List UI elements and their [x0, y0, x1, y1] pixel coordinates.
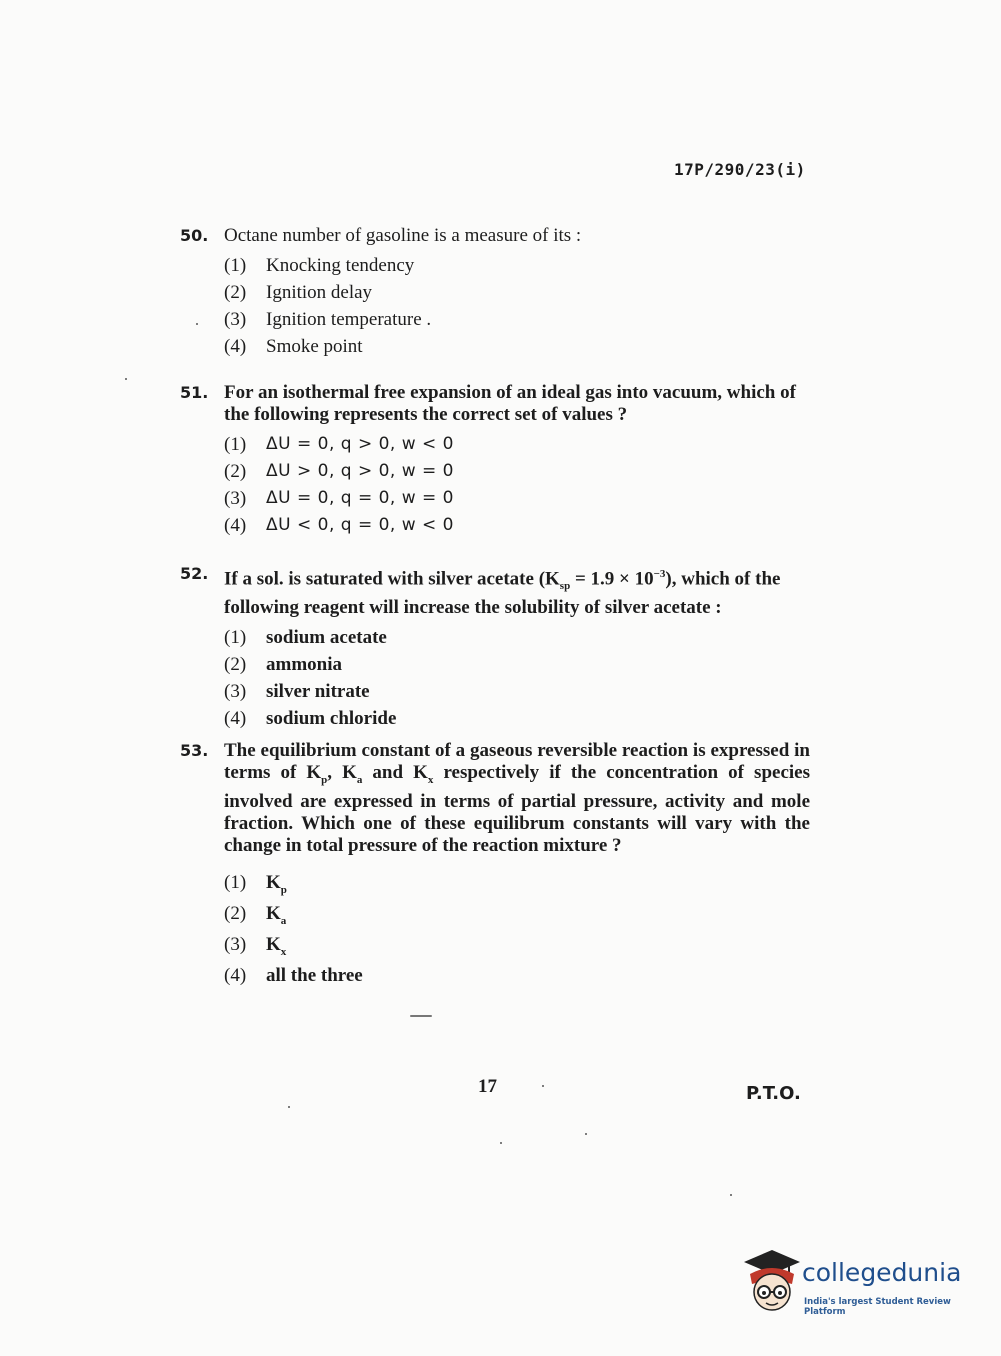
question-number: 51. [180, 383, 209, 402]
option: (3) ΔU = 0, q = 0, w = 0 [224, 488, 454, 509]
option: (3) $K_x$ [224, 933, 287, 958]
scan-speck [500, 1142, 502, 1144]
scan-speck [288, 1106, 290, 1108]
question-text: For an isothermal free expansion of an ideal gas into vacuum, which of the following represents the correct set of values ? [224, 382, 796, 425]
collegedunia-logo [742, 1248, 972, 1318]
scan-speck [196, 323, 198, 325]
brand-tagline: India's largest Student Review Platform [804, 1297, 951, 1317]
question-number: 50. [180, 226, 209, 245]
question-number: 53. [180, 741, 209, 760]
mascot-icon [742, 1248, 802, 1318]
brand-name: collegedunia [802, 1258, 962, 1287]
question-text: If a sol. is saturated with silver acetate $(K_{sp} = 1.9 \times 10^{-3})$, which of the following reagent will increase the solubility of silver acetate : [224, 568, 781, 619]
scan-speck [730, 1194, 732, 1196]
question-50 [180, 225, 810, 360]
option: (4) Smoke point [224, 336, 363, 357]
pto-label: P.T.O. [746, 1083, 801, 1104]
scan-speck [542, 1085, 544, 1087]
option: (4) sodium chloride [224, 708, 397, 730]
question-53 [180, 740, 810, 991]
option: (2) ΔU > 0, q > 0, w = 0 [224, 461, 454, 482]
scan-speck [125, 378, 127, 380]
scan-speck [585, 1133, 587, 1135]
option: (1) ΔU = 0, q > 0, w < 0 [224, 434, 454, 455]
option: (2) Ignition delay [224, 282, 373, 303]
option: (3) Ignition temperature . [224, 309, 432, 330]
option: (1) Knocking tendency [224, 255, 415, 276]
option: (1) $K_p$ [224, 871, 287, 896]
option: (2) ammonia [224, 654, 342, 676]
option: (4) ΔU < 0, q = 0, w < 0 [224, 515, 454, 536]
question-number: 52. [180, 564, 209, 583]
question-51 [180, 382, 810, 539]
option: (4) all the three [224, 964, 363, 986]
question-52 [180, 563, 810, 732]
option: (1) sodium acetate [224, 627, 387, 649]
scan-speck [410, 1015, 432, 1017]
page-number: 17 [478, 1076, 497, 1097]
question-text: Octane number of gasoline is a measure of its : [224, 225, 582, 246]
paper-code: 17P/290/23(i) [674, 160, 806, 179]
option: (3) silver nitrate [224, 681, 370, 703]
option: (2) $K_a$ [224, 902, 287, 927]
question-text: The equilibrium constant of a gaseous reversible reaction is expressed in terms of $K_p$, $K_a$ and $K_x$ respectively if the concentration of species involved are expressed in terms of partial pressure, activity and mole fraction. Which one of these equilibrum constants will vary with the change in total pressure of the reaction mixture ? [224, 740, 810, 856]
